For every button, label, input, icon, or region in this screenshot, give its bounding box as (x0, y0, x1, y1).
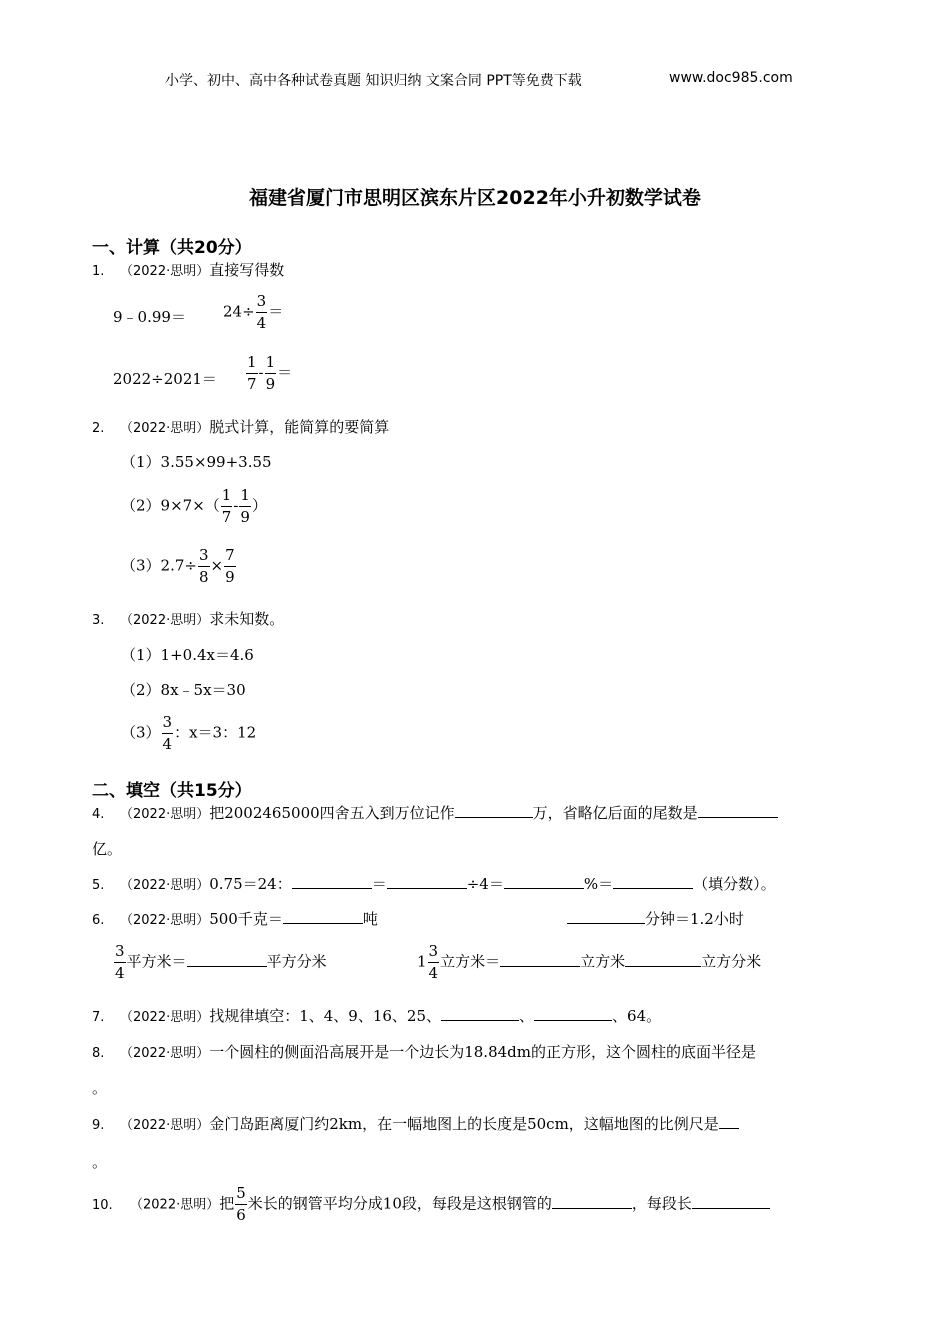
answer-blank[interactable] (283, 909, 363, 924)
question-4 (92, 802, 778, 823)
q6-volume (417, 944, 761, 981)
q3-p3-suffix: ：x＝3：12 (174, 723, 257, 742)
mixed-number-whole: 1 (417, 952, 427, 971)
question-number: 6. (92, 913, 105, 928)
question-tag: （2022·思明） (120, 913, 210, 928)
question-6 (92, 908, 378, 929)
numerator: 5 (236, 1184, 246, 1202)
denominator: 7 (221, 508, 232, 526)
question-text: 平方米＝ (126, 952, 187, 971)
denominator: 9 (240, 508, 250, 526)
equals: ＝ (277, 363, 293, 382)
question-text: 求未知数。 (209, 610, 285, 628)
times-sign: × (210, 556, 224, 575)
question-7 (92, 1005, 661, 1026)
answer-blank[interactable] (500, 952, 580, 967)
question-text: 米长的钢管平均分成10段，每段是这根钢管的 (247, 1194, 552, 1213)
question-text: %＝ (583, 875, 614, 893)
q1-item-b (223, 294, 283, 331)
numerator: 3 (198, 546, 209, 564)
question-number: 2. (92, 421, 105, 436)
fraction (198, 548, 210, 585)
answer-blank[interactable] (455, 803, 533, 818)
answer-blank[interactable] (552, 1194, 632, 1209)
numerator: 3 (256, 292, 267, 310)
denominator: 8 (198, 568, 209, 586)
question-tag: （2022·思明） (120, 613, 210, 628)
question-3 (92, 608, 284, 629)
question-text: 立方米＝ (440, 952, 501, 971)
denominator: 4 (162, 735, 173, 753)
q3-part-3 (121, 715, 256, 752)
answer-blank[interactable] (613, 874, 693, 889)
section-heading-fill: 二、填空（共15分） (92, 781, 252, 801)
q3-part-1: （1）1+0.4x＝4.6 (121, 646, 254, 664)
equals: ＝ (268, 302, 284, 321)
q6-area (113, 944, 327, 981)
numerator: 1 (240, 486, 250, 504)
page-title: 福建省厦门市思明区滨东片区2022年小升初数学试卷 (249, 187, 701, 209)
numerator: 3 (115, 942, 125, 960)
question-number: 9. (92, 1118, 105, 1133)
answer-blank[interactable] (534, 1006, 612, 1021)
question-text: 、64。 (612, 1007, 662, 1025)
question-text: 、 (519, 1007, 535, 1025)
denominator: 6 (236, 1206, 246, 1224)
question-number: 5. (92, 878, 105, 893)
q2-part-3 (121, 548, 237, 585)
q2-part-1: （1）3.55×99+3.55 (121, 453, 272, 471)
question-text: 立方米 (580, 952, 626, 971)
q3-p3-prefix: （3） (121, 723, 161, 742)
numerator: 1 (247, 353, 257, 371)
question-text: 平方分米 (266, 952, 327, 971)
question-tag: （2022·思明） (120, 264, 210, 279)
question-number: 10. (92, 1197, 113, 1213)
denominator: 9 (265, 375, 276, 393)
q1-b-prefix: 24÷ (223, 302, 255, 321)
question-text: ÷4＝ (466, 875, 504, 893)
question-number: 4. (92, 807, 105, 822)
answer-blank[interactable] (387, 874, 467, 889)
question-tag: （2022·思明） (120, 421, 210, 436)
question-number: 8. (92, 1046, 105, 1061)
header-url[interactable]: www.doc985.com (669, 70, 793, 86)
fraction (114, 944, 126, 981)
header-text: 小学、初中、高中各种试卷真题 知识归纳 文案合同 PPT等免费下载 (165, 73, 582, 89)
q4-continuation: 亿。 (92, 840, 123, 858)
section-heading-calc: 一、计算（共20分） (92, 238, 252, 258)
q1-item-c: 2022÷2021＝ (113, 370, 217, 388)
question-text: 脱式计算，能简算的要简算 (209, 418, 390, 436)
question-text: 万，省略亿后面的尾数是 (532, 804, 698, 822)
fraction (162, 715, 174, 752)
denominator: 9 (225, 568, 235, 586)
q8-continuation: 。 (92, 1079, 108, 1097)
denominator: 4 (115, 964, 125, 982)
fraction (235, 1186, 247, 1223)
answer-blank[interactable] (292, 874, 372, 889)
question-text: 立方分米 (701, 952, 762, 971)
numerator: 1 (265, 353, 276, 371)
question-8 (92, 1041, 756, 1062)
question-10 (92, 1186, 770, 1223)
question-text: 金门岛距离厦门约2km，在一幅地图上的长度是50cm，这幅地图的比例尺是 (209, 1115, 719, 1133)
question-tag: （2022·思明） (130, 1197, 220, 1213)
answer-blank[interactable] (625, 952, 701, 967)
question-tag: （2022·思明） (120, 1010, 210, 1025)
fraction (256, 294, 268, 331)
question-9 (92, 1113, 739, 1134)
question-tag: （2022·思明） (120, 878, 210, 893)
fraction (428, 944, 440, 981)
q6-minutes (567, 908, 744, 929)
question-number: 3. (92, 613, 105, 628)
fraction (221, 488, 233, 525)
answer-blank[interactable] (187, 952, 267, 967)
answer-blank[interactable] (504, 874, 584, 889)
numerator: 7 (225, 546, 235, 564)
q9-continuation: 。 (92, 1153, 108, 1171)
question-tag: （2022·思明） (120, 807, 210, 822)
answer-blank[interactable] (698, 803, 778, 818)
question-number: 7. (92, 1010, 105, 1025)
minus-sign: - (258, 363, 264, 382)
answer-blank[interactable] (567, 909, 645, 924)
q1-item-d (245, 355, 292, 392)
numerator: 1 (221, 486, 232, 504)
numerator: 3 (162, 713, 173, 731)
question-tag: （2022·思明） (120, 1118, 210, 1133)
question-text: 分钟＝1.2小时 (645, 910, 744, 928)
denominator: 7 (247, 375, 257, 393)
answer-blank[interactable] (692, 1194, 770, 1209)
question-text: 500千克＝ (209, 910, 283, 928)
fraction (246, 355, 258, 392)
q2-p2-suffix: ） (251, 496, 267, 515)
q2-part-2 (121, 488, 267, 525)
question-tag: （2022·思明） (120, 1046, 210, 1061)
minus-sign: - (233, 496, 239, 515)
fraction (224, 548, 236, 585)
question-5 (92, 873, 776, 894)
q2-p3-prefix: （3）2.7÷ (121, 556, 197, 575)
question-text: 0.75＝24： (209, 875, 292, 893)
question-text: 把2002465000四舍五入到万位记作 (209, 804, 455, 822)
question-text: ＝ (371, 875, 387, 893)
denominator: 4 (428, 964, 439, 982)
numerator: 3 (428, 942, 439, 960)
question-2 (92, 416, 389, 437)
denominator: 4 (256, 314, 267, 332)
fraction (265, 355, 277, 392)
fraction (239, 488, 251, 525)
question-text: 把 (219, 1194, 235, 1213)
question-text: （填分数）。 (693, 875, 776, 893)
question-text: ，每段长 (631, 1194, 692, 1213)
question-number: 1. (92, 264, 105, 279)
q1-item-a: 9﹣0.99＝ (113, 308, 186, 326)
q2-p2-prefix: （2）9×7×（ (121, 496, 220, 515)
question-1 (92, 259, 284, 280)
question-text: 一个圆柱的侧面沿高展开是一个边长为18.84dm的正方形，这个圆柱的底面半径是 (209, 1043, 756, 1061)
answer-blank[interactable] (719, 1114, 739, 1129)
question-text: 直接写得数 (209, 261, 285, 279)
question-text: 吨 (362, 910, 378, 928)
q3-part-2: （2）8x﹣5x＝30 (121, 681, 246, 699)
question-text: 找规律填空：1、4、9、16、25、 (209, 1007, 442, 1025)
answer-blank[interactable] (441, 1006, 519, 1021)
